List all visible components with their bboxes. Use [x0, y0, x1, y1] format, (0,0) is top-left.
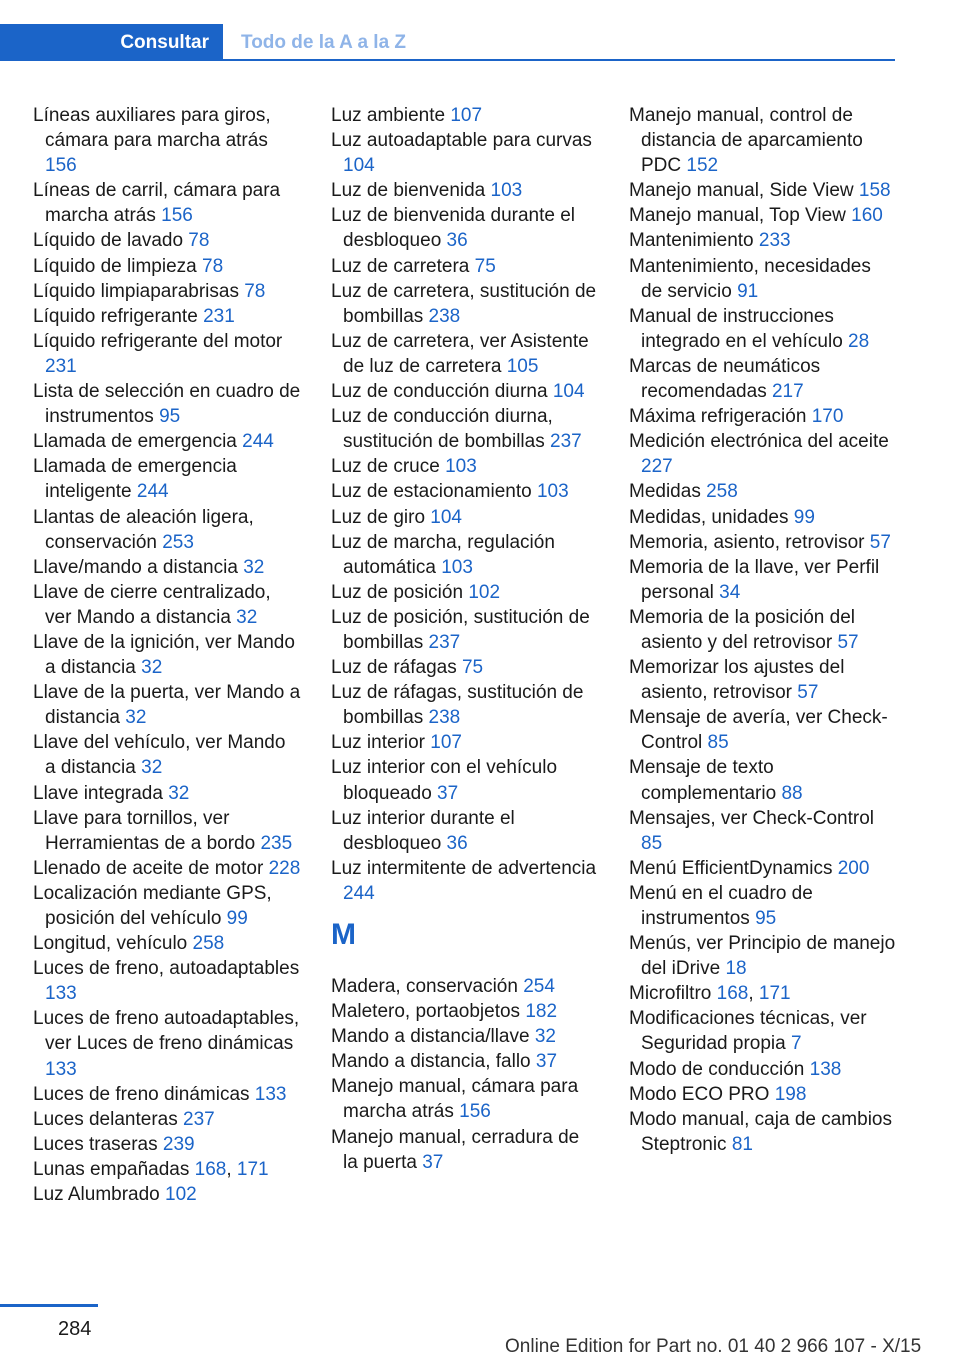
page-reference-link[interactable]: 200: [837, 857, 870, 879]
page-reference-link[interactable]: 32: [141, 757, 163, 779]
index-entry-text: Llamada de emergencia inteligente: [33, 456, 237, 503]
page-reference-link[interactable]: 156: [459, 1101, 491, 1123]
page-reference-link[interactable]: 160: [851, 205, 883, 227]
page-reference-link[interactable]: 37: [535, 1051, 558, 1073]
index-entry: [33, 454, 301, 504]
index-entry: [331, 1074, 599, 1124]
index-entry: [331, 128, 599, 178]
index-entry-text: Mantenimiento: [629, 230, 754, 252]
footer-divider: [0, 1304, 98, 1307]
index-entry: [331, 806, 599, 856]
page-reference-link[interactable]: 18: [725, 958, 747, 980]
index-entry: [331, 730, 599, 755]
index-entry: [33, 1132, 301, 1157]
page-reference-link[interactable]: 103: [490, 180, 523, 202]
index-entry: [331, 1125, 599, 1175]
index-entry-text: Líquido refrigerante del motor: [33, 330, 283, 352]
index-entry-text: Mensajes, ver Check-Control: [629, 807, 874, 829]
page-reference-link[interactable]: 228: [268, 857, 301, 879]
index-entry-text: Localización mediante GPS, posición del vehículo: [33, 882, 272, 929]
index-entry-text: Menú en el cuadro de instrumentos: [629, 882, 813, 929]
page-reference-link[interactable]: 99: [226, 908, 248, 929]
page-reference-link[interactable]: 95: [159, 406, 181, 428]
page-reference-link[interactable]: 198: [774, 1083, 807, 1105]
page-reference-link[interactable]: 244: [343, 882, 375, 904]
index-entry: [629, 505, 897, 530]
index-entry-text: Modo manual, caja de cambios Steptronic: [629, 1108, 892, 1155]
index-entry: [33, 555, 301, 580]
index-entry-text: Mensaje de avería, ver Check-Control: [629, 707, 888, 754]
page-reference-link[interactable]: 182: [525, 1001, 558, 1023]
index-entry-text: Luz de estacionamiento: [331, 481, 532, 503]
index-entry-text: Longitud, vehículo: [33, 933, 188, 955]
index-entry: [331, 505, 599, 530]
index-entry-text: Memorizar los ajustes del asiento, retrovisor: [629, 657, 845, 704]
index-entry-text: Memoria de la llave, ver Perfil personal: [629, 556, 880, 603]
index-entry: [331, 680, 599, 730]
page-reference-link[interactable]: 168: [716, 983, 749, 1005]
page-reference-link[interactable]: 237: [183, 1108, 215, 1130]
index-entry: [33, 931, 301, 956]
page-reference-link[interactable]: 237: [550, 431, 582, 453]
page-reference-link[interactable]: 99: [793, 506, 815, 528]
index-entry-text: Líneas auxiliares para giros, cámara para marcha atrás: [33, 105, 271, 152]
index-entry-text: Mando a distancia, fallo: [331, 1051, 531, 1073]
page-reference-link[interactable]: 104: [430, 506, 462, 528]
index-entry-text: Luz de posición: [331, 581, 464, 603]
index-entry-text: Luz de bienvenida durante el desbloqueo: [331, 205, 576, 252]
index-entry: [629, 404, 897, 429]
page-reference-link[interactable]: 227: [641, 456, 673, 478]
index-entry: [33, 1082, 301, 1107]
index-entry-text: Luz ambiente: [331, 105, 446, 126]
page-reference-link[interactable]: 32: [236, 606, 258, 628]
page-reference-link[interactable]: 57: [837, 631, 859, 653]
page-reference-link[interactable]: 91: [737, 280, 759, 302]
index-entry: [629, 806, 897, 856]
index-entry-text: Llave/mando a distancia: [33, 556, 238, 578]
index-entry: [33, 304, 301, 329]
index-entry-text: Manejo manual, control de distancia de aparcamiento PDC: [629, 105, 863, 177]
index-entry-text: Medidas: [629, 481, 701, 503]
index-entry: [33, 329, 301, 379]
index-entry-text: Luz interior durante el desbloqueo: [331, 807, 515, 854]
page-reference-link[interactable]: 238: [428, 707, 461, 729]
index-entry-text: Mensaje de texto complementario: [629, 757, 777, 804]
index-entry-text: Menú EfficientDynamics: [629, 857, 833, 879]
index-entry: [331, 1049, 599, 1074]
index-entry: [331, 329, 599, 379]
index-entry-text: Lunas empañadas: [33, 1158, 190, 1180]
page-reference-link[interactable]: 104: [552, 381, 585, 403]
index-entry: [629, 605, 897, 655]
page-reference-link[interactable]: 78: [244, 280, 266, 302]
page-reference-link[interactable]: 57: [869, 531, 891, 553]
index-entry: [33, 1182, 301, 1207]
index-entry: [33, 103, 301, 178]
page-reference-link[interactable]: 32: [243, 556, 265, 578]
index-entry: [629, 881, 897, 931]
page-reference-link[interactable]: 103: [441, 556, 473, 578]
index-entry-text: Llenado de aceite de motor: [33, 857, 264, 879]
index-entry-text: Llave de la puerta, ver Mando a distancia: [33, 682, 301, 729]
page-reference-link[interactable]: 102: [468, 581, 501, 603]
index-entry: Microfiltro 168, 171: [629, 983, 791, 1005]
index-entry-text: Luz intermitente de advertencia: [331, 857, 597, 879]
page-reference-link[interactable]: 253: [162, 531, 194, 553]
page-reference-link[interactable]: 105: [506, 355, 539, 377]
index-entry: [629, 429, 897, 479]
page-reference-link[interactable]: 37: [437, 782, 459, 804]
index-entry: [331, 404, 599, 454]
index-entry: [331, 856, 599, 906]
page-reference-link[interactable]: 156: [161, 205, 193, 227]
index-entry-text: Luz autoadaptable para curvas: [331, 130, 592, 152]
index-entry: [629, 304, 897, 354]
page-reference-link[interactable]: 57: [797, 682, 819, 704]
index-entry-text: Madera, conservación: [331, 976, 518, 997]
index-entry: [629, 1006, 897, 1056]
page-reference-link[interactable]: 237: [428, 631, 461, 653]
index-entry: [331, 479, 599, 504]
index-entry: [33, 279, 301, 304]
page-reference-link[interactable]: 107: [430, 732, 462, 754]
page-reference-link[interactable]: 254: [523, 976, 555, 997]
page-reference-link[interactable]: 168: [194, 1158, 227, 1180]
index-entry-text: Medición electrónica del aceite: [629, 431, 889, 453]
index-entry-text: Manual de instrucciones integrado en el vehículo: [629, 305, 843, 352]
page-reference-link[interactable]: 95: [755, 908, 777, 929]
page-reference-link[interactable]: 36: [446, 832, 468, 854]
index-entry-text: Luz de carretera, sustitución de bombillas: [331, 280, 597, 327]
index-entry: [331, 1024, 599, 1049]
index-entry-text: Lista de selección en cuadro de instrumentos: [33, 381, 301, 428]
index-entry: [629, 479, 897, 504]
page-reference-link[interactable]: 32: [534, 1026, 556, 1048]
index-entry: [629, 203, 897, 228]
index-entry: [33, 228, 301, 253]
index-entry-text: Luz de bienvenida: [331, 180, 486, 202]
index-entry-text: Luz de ráfagas, sustitución de bombillas: [331, 682, 584, 729]
tab-todo-de-la-a-a-la-z[interactable]: Todo de la A a la Z: [241, 32, 407, 53]
index-entry: [629, 705, 897, 755]
index-entry: [331, 254, 599, 279]
page-reference-link[interactable]: 103: [445, 456, 477, 478]
index-entry-text: Manejo manual, Side View: [629, 180, 854, 202]
index-entry-text: Menús, ver Principio de manejo del iDrive: [629, 933, 896, 980]
index-entry-text: Maletero, portaobjetos: [331, 1001, 521, 1023]
index-entry-text: Llave del vehículo, ver Mando a distancia: [33, 732, 286, 779]
index-entry-text: Medidas, unidades: [629, 506, 789, 528]
index-entry-text: Líquido refrigerante: [33, 305, 198, 327]
page-reference-link[interactable]: 156: [45, 155, 77, 177]
tab-consultar[interactable]: Consultar: [0, 24, 223, 61]
index-entry: [629, 178, 897, 203]
page-reference-link[interactable]: 244: [136, 481, 169, 503]
index-entry-text: Llantas de aleación ligera, conservación: [33, 506, 254, 553]
index-column-2: [331, 103, 599, 1175]
index-entry-text: Llave integrada: [33, 782, 163, 804]
page-reference-link[interactable]: 217: [771, 381, 804, 403]
index-entry: [629, 931, 897, 981]
page-reference-link[interactable]: 133: [45, 1058, 77, 1080]
page-reference-link[interactable]: 32: [125, 707, 147, 729]
page-reference-link[interactable]: 85: [707, 732, 729, 754]
page-reference-link[interactable]: 235: [260, 832, 293, 854]
page-reference-link[interactable]: 152: [686, 155, 719, 177]
page-reference-link[interactable]: 32: [168, 782, 190, 804]
index-entry: [33, 630, 301, 680]
index-entry: [331, 580, 599, 605]
index-entry-text: Manejo manual, Top View: [629, 205, 846, 227]
index-entry: Lunas empañadas 168, 171: [33, 1158, 269, 1180]
index-entry: [331, 974, 599, 999]
index-entry-text: Llave de la ignición, ver Mando a distancia: [33, 631, 295, 679]
index-entry: [33, 1006, 301, 1081]
index-entry-text: Modo ECO PRO: [629, 1083, 770, 1105]
index-entry-text: Mando a distancia/llave: [331, 1026, 530, 1048]
page-reference-link[interactable]: 170: [811, 406, 844, 428]
page-reference-link[interactable]: 158: [858, 180, 891, 202]
index-entry-text: Luces de freno dinámicas: [33, 1083, 250, 1105]
page-reference-link[interactable]: 75: [461, 657, 484, 679]
index-entry-text: Líneas de carril, cámara para marcha atrás: [33, 180, 281, 227]
page-reference-link[interactable]: 81: [731, 1133, 753, 1155]
index-entry-text: Luz de posición, sustitución de bombillas: [331, 606, 590, 653]
index-entry: [629, 103, 897, 178]
page-reference-link[interactable]: 28: [848, 330, 870, 352]
index-entry-text: Máxima refrigeración: [629, 406, 807, 428]
index-entry: [33, 1107, 301, 1132]
page-reference-link[interactable]: 7: [791, 1033, 802, 1055]
index-entry-text: Modo de conducción: [629, 1058, 805, 1080]
index-entry: [629, 1057, 897, 1082]
index-entry: [33, 730, 301, 780]
index-entry-text: Mantenimiento, necesidades de servicio: [629, 255, 871, 302]
page-reference-link[interactable]: 36: [446, 230, 468, 252]
index-entry: [629, 228, 897, 253]
index-entry-text: Llave para tornillos, ver Herramientas de a bordo: [33, 807, 256, 854]
index-entry-text: Manejo manual, cámara para marcha atrás: [331, 1076, 579, 1123]
index-entry-text: Marcas de neumáticos recomendadas: [629, 355, 821, 403]
page-reference-link[interactable]: 171: [236, 1158, 269, 1180]
index-entry: [629, 555, 897, 605]
index-entry: [629, 1082, 897, 1107]
index-entry: [629, 354, 897, 404]
page-header: [0, 24, 895, 61]
index-entry: [629, 856, 897, 881]
page-reference-link[interactable]: 231: [203, 305, 235, 327]
page-reference-link[interactable]: 75: [474, 255, 496, 277]
index-entry-text: Luz de marcha, regulación automática: [331, 531, 555, 578]
index-entry-text: Luces traseras: [33, 1133, 158, 1155]
index-entry: [331, 379, 599, 404]
index-entry-text: Luces de freno autoadaptables, ver Luces de freno dinámicas: [33, 1008, 300, 1055]
index-entry: [331, 655, 599, 680]
index-entry-text: Luz de carretera, ver Asistente de luz de carretera: [331, 330, 589, 377]
index-entry: [33, 956, 301, 1006]
index-entry-text: Luces de freno, autoadaptables: [33, 958, 300, 980]
index-entry: [629, 254, 897, 304]
index-entry-text: Luz interior con el vehículo bloqueado: [331, 757, 558, 804]
page-reference-link[interactable]: 258: [192, 933, 225, 955]
page-reference-link[interactable]: 34: [719, 581, 741, 603]
index-entry-text: Luz Alumbrado: [33, 1184, 160, 1206]
index-entry-text: Manejo manual, cerradura de la puerta: [331, 1126, 580, 1173]
index-entry: [33, 680, 301, 730]
page-reference-link[interactable]: 133: [254, 1083, 287, 1105]
page-reference-link[interactable]: 171: [758, 983, 791, 1005]
page-reference-link[interactable]: 258: [706, 481, 738, 503]
page-number: 284: [58, 1318, 92, 1340]
page-reference-link[interactable]: 102: [165, 1184, 197, 1206]
index-entry: [629, 655, 897, 705]
index-letter-heading: M: [331, 918, 356, 951]
page-reference-link[interactable]: 103: [536, 481, 569, 503]
index-column-1: [33, 103, 301, 1207]
index-entry: [33, 379, 301, 429]
page-reference-link[interactable]: 85: [641, 832, 663, 854]
index-entry-text: Microfiltro: [629, 983, 712, 1005]
online-edition-note: Online Edition for Part no. 01 40 2 966 107 - X/15: [505, 1336, 922, 1357]
index-entry: [629, 755, 897, 805]
index-entry-text: Luz de giro: [331, 506, 426, 528]
index-entry-text: Luz de conducción diurna, sustitución de bombillas: [331, 406, 553, 453]
index-entry: [331, 530, 599, 580]
page-reference-link[interactable]: 104: [343, 155, 375, 177]
page-reference-link[interactable]: 88: [781, 782, 803, 804]
index-entry-text: Líquido de lavado: [33, 230, 184, 252]
index-entry-text: Llave de cierre centralizado, ver Mando a distancia: [33, 581, 271, 628]
index-entry-text: Modificaciones técnicas, ver Seguridad propia: [629, 1008, 867, 1055]
page-reference-link[interactable]: 32: [141, 657, 163, 679]
page-reference-link[interactable]: 244: [242, 431, 274, 453]
page-reference-link[interactable]: 233: [758, 230, 791, 252]
index-entry-text: Luz de carretera: [331, 255, 470, 277]
page-reference-link[interactable]: 138: [809, 1058, 842, 1080]
index-column-3: [629, 103, 897, 1157]
index-entry-text: Luz interior: [331, 732, 425, 754]
page-reference-link[interactable]: 238: [428, 305, 461, 327]
index-entry: [33, 856, 301, 881]
index-entry: [331, 203, 599, 253]
index-entry: [33, 580, 301, 630]
index-entry: [331, 999, 599, 1024]
page-reference-link[interactable]: 37: [422, 1151, 444, 1173]
page-reference-link[interactable]: 231: [45, 355, 77, 377]
index-entry-text: Memoria de la posición del asiento y del retrovisor: [629, 606, 856, 653]
index-entry: [331, 755, 599, 805]
index-entry-text: Luz de cruce: [331, 456, 440, 478]
index-entry: [629, 1107, 897, 1157]
page-reference-link[interactable]: 239: [162, 1133, 195, 1155]
page-reference-link[interactable]: 107: [450, 105, 483, 126]
index-entry: [331, 279, 599, 329]
index-entry: [331, 178, 599, 203]
index-entry: [331, 605, 599, 655]
index-entry-text: Luz de ráfagas: [331, 657, 457, 679]
index-entry: [33, 881, 301, 931]
index-entry: [33, 254, 301, 279]
index-entry-text: Llamada de emergencia: [33, 431, 237, 453]
index-entry: [331, 454, 599, 479]
page-reference-link[interactable]: 133: [45, 983, 77, 1005]
index-entry: [33, 505, 301, 555]
index-entry: [331, 103, 599, 128]
index-entry: [33, 429, 301, 454]
index-entry-text: Luz de conducción diurna: [331, 381, 548, 403]
page-reference-link[interactable]: 78: [188, 230, 210, 252]
index-entry-text: Memoria, asiento, retrovisor: [629, 531, 865, 553]
index-entry-text: Líquido de limpieza: [33, 255, 197, 277]
index-entry: [33, 806, 301, 856]
page-reference-link[interactable]: 78: [202, 255, 224, 277]
index-entry-text: Líquido limpiaparabrisas: [33, 280, 239, 302]
index-entry: [33, 178, 301, 228]
index-entry-text: Luces delanteras: [33, 1108, 178, 1130]
index-entry: [629, 530, 897, 555]
index-entry: [33, 781, 301, 806]
